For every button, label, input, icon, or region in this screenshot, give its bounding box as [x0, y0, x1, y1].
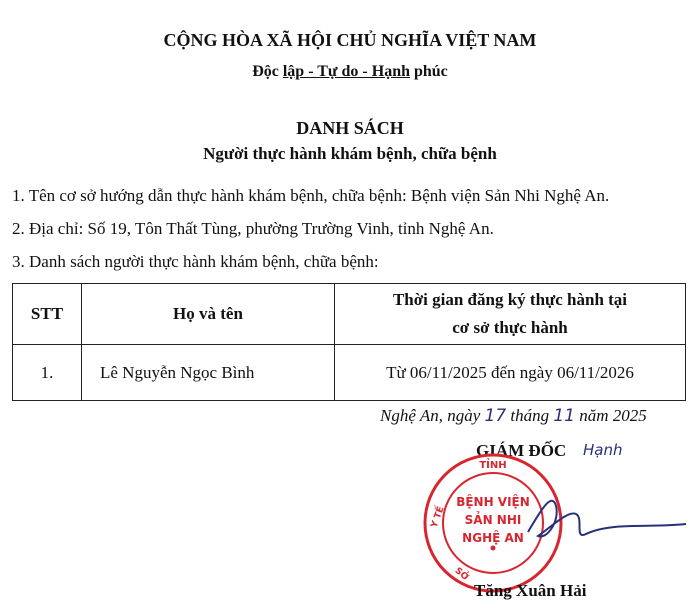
stamp-line-1: BỆNH VIỆN — [456, 495, 530, 509]
place-prefix: Nghệ An, ngày — [380, 406, 485, 425]
date-month: 11 — [553, 406, 576, 426]
stamp-province: TỈNH — [479, 460, 507, 471]
cell-stt: 1. — [13, 345, 82, 401]
table-header-row — [13, 284, 686, 345]
item-facility: 1. Tên cơ sở hướng dẫn thực hành khám bệnh, chữa bệnh: Bệnh viện Sản Nhi Nghệ An. — [12, 186, 610, 205]
header-time-line-1: Thời gian đăng ký thực hành tại — [392, 290, 628, 309]
cell-name: Lê Nguyễn Ngọc Bình — [82, 345, 335, 401]
item-address: 2. Địa chỉ: Số 19, Tôn Thất Tùng, phường Trường Vinh, tỉnh Nghệ An. — [12, 219, 494, 238]
motto-part-2: lập - Tự do - Hạnh — [282, 63, 410, 80]
practitioner-table — [12, 283, 686, 401]
motto-part-3: phúc — [409, 63, 448, 80]
document-title: DANH SÁCH — [296, 118, 404, 138]
date-day: 17 — [484, 406, 507, 426]
handwritten-signature — [490, 488, 690, 558]
stamp-left-text: Y TẾ — [429, 505, 447, 530]
motto-part-1: Độc — [252, 63, 283, 80]
stamp-line-2: SẢN NHI — [464, 513, 522, 527]
table-row — [13, 345, 686, 401]
handwritten-initials: Hạnh — [583, 441, 623, 459]
document-subtitle: Người thực hành khám bệnh, chữa bệnh — [203, 144, 497, 163]
place-date — [380, 406, 647, 426]
motto — [0, 63, 700, 81]
stamp-line-3: NGHỆ AN — [462, 531, 524, 545]
header-stt: STT — [13, 284, 82, 345]
header-time-line-2: cơ sở thực hành — [452, 318, 568, 337]
header-name: Họ và tên — [82, 284, 335, 345]
year-label: năm 2025 — [575, 406, 647, 425]
stamp-bottom-text: SỞ — [452, 566, 470, 583]
nation-heading: CỘNG HÒA XÃ HỘI CHỦ NGHĨA VIỆT NAM — [163, 30, 537, 50]
header-time — [335, 284, 686, 345]
item-list-heading: 3. Danh sách người thực hành khám bệnh, chữa bệnh: — [12, 252, 379, 271]
month-label: tháng — [506, 406, 554, 425]
signer-role: GIÁM ĐỐC — [476, 441, 567, 460]
signer-name: Tăng Xuân Hải — [474, 581, 587, 600]
cell-time: Từ 06/11/2025 đến ngày 06/11/2026 — [335, 345, 686, 401]
